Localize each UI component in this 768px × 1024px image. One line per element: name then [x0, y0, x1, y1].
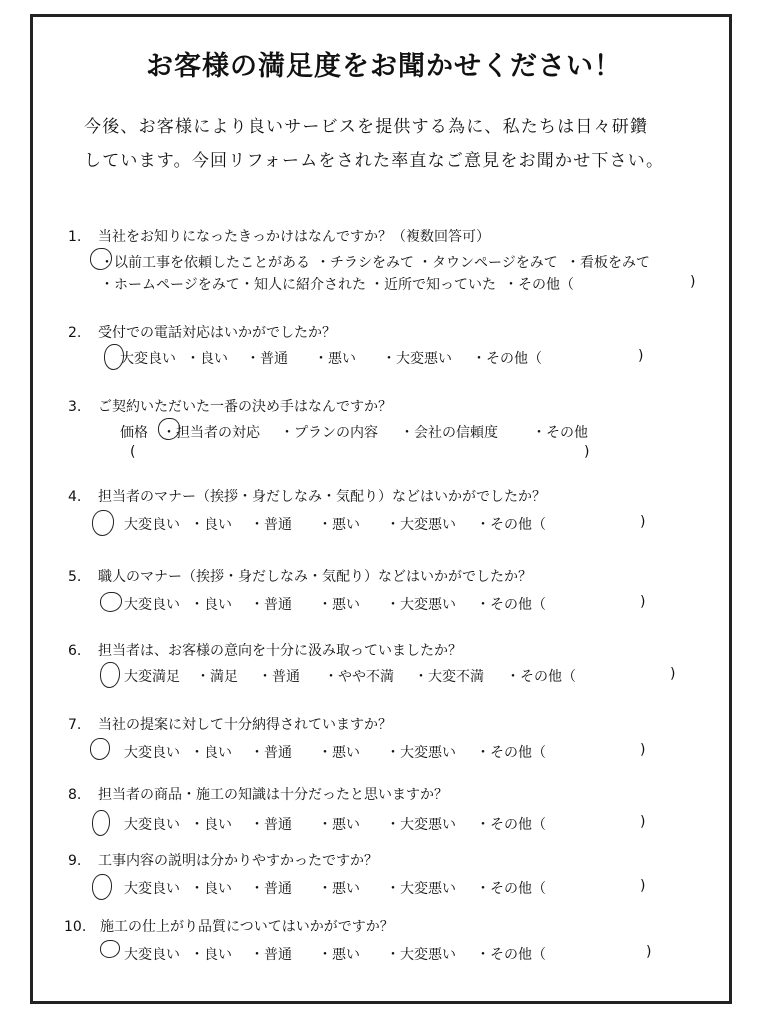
- option[interactable]: ・その他（: [476, 745, 546, 761]
- option[interactable]: ・知人に紹介された: [240, 277, 366, 293]
- option[interactable]: ・その他（: [476, 517, 546, 533]
- option[interactable]: ・悪い: [318, 817, 360, 833]
- option[interactable]: ・良い: [190, 947, 232, 963]
- question-number: 7.: [68, 717, 82, 733]
- question-text: 当社をお知りになったきっかけはなんですか？（複数回答可）: [98, 229, 490, 245]
- option[interactable]: ・大変悪い: [386, 517, 456, 533]
- option[interactable]: ・普通: [246, 351, 288, 367]
- paren-close: ): [640, 814, 646, 830]
- option[interactable]: 大変良い: [124, 745, 180, 761]
- option[interactable]: 大変良い: [124, 947, 180, 963]
- option[interactable]: ・ホームページをみて: [100, 277, 240, 293]
- question-number: 9.: [68, 853, 82, 869]
- question-number: 3.: [68, 399, 82, 415]
- option[interactable]: ・普通: [250, 517, 292, 533]
- option[interactable]: 大変良い: [124, 881, 180, 897]
- question-5: [68, 566, 532, 586]
- option[interactable]: 価格: [120, 425, 148, 441]
- question-text: 受付での電話対応はいかがでしたか？: [98, 325, 336, 341]
- paren-close: ): [646, 944, 652, 960]
- question-text: 工事内容の説明は分かりやすかったですか？: [98, 853, 378, 869]
- option[interactable]: ・看板をみて: [566, 255, 650, 271]
- intro-line-2: しています。今回リフォームをされた率直なご意見をお聞かせ下さい。: [84, 151, 665, 171]
- option[interactable]: ・悪い: [318, 947, 360, 963]
- option[interactable]: ・その他（: [504, 277, 574, 293]
- option[interactable]: ・良い: [190, 745, 232, 761]
- option[interactable]: 大変満足: [124, 669, 180, 685]
- question-number: 1.: [68, 229, 82, 245]
- option[interactable]: ・やや不満: [324, 669, 394, 685]
- paren-close: ): [640, 514, 646, 530]
- question-text: 担当者のマナー（挨拶・身だしなみ・気配り）などはいかがでしたか？: [98, 489, 546, 505]
- option[interactable]: ・大変不満: [414, 669, 484, 685]
- option[interactable]: ・大変悪い: [382, 351, 452, 367]
- question-1: [68, 226, 490, 246]
- option[interactable]: ・プランの内容: [280, 425, 378, 441]
- option[interactable]: ・悪い: [318, 517, 360, 533]
- option[interactable]: ・その他（: [476, 881, 546, 897]
- question-text: 当社の提案に対して十分納得されていますか？: [98, 717, 392, 733]
- option[interactable]: ・その他（: [506, 669, 576, 685]
- option[interactable]: ・チラシをみて: [316, 255, 414, 271]
- option[interactable]: ・良い: [190, 517, 232, 533]
- option[interactable]: ・以前工事を依頼したことがある: [100, 255, 310, 271]
- option[interactable]: ・悪い: [318, 597, 360, 613]
- option[interactable]: ・近所で知っていた: [370, 277, 496, 293]
- question-text: 担当者は、お客様の意向を十分に汲み取っていましたか？: [98, 643, 462, 659]
- paren-close: ): [640, 742, 646, 758]
- option[interactable]: ・良い: [190, 597, 232, 613]
- option[interactable]: ・普通: [250, 745, 292, 761]
- option[interactable]: ・大変悪い: [386, 947, 456, 963]
- question-7: [68, 714, 392, 734]
- paren-close: ): [640, 594, 646, 610]
- option[interactable]: ・悪い: [314, 351, 356, 367]
- paren-open: (: [130, 444, 136, 460]
- question-number: 4.: [68, 489, 82, 505]
- option[interactable]: ・普通: [250, 947, 292, 963]
- question-4: [68, 486, 546, 506]
- option[interactable]: ・タウンページをみて: [418, 255, 558, 271]
- option[interactable]: ・良い: [190, 881, 232, 897]
- option[interactable]: ・良い: [186, 351, 228, 367]
- question-10: [64, 916, 394, 936]
- question-number: 10.: [64, 919, 87, 935]
- option[interactable]: ・その他（: [476, 947, 546, 963]
- intro-line-1: 今後、お客様により良いサービスを提供する為に、私たちは日々研鑽: [84, 117, 649, 137]
- question-number: 8.: [68, 787, 82, 803]
- option[interactable]: ・その他（: [476, 817, 546, 833]
- question-text: ご契約いただいた一番の決め手はなんですか？: [98, 399, 392, 415]
- option[interactable]: ・悪い: [318, 745, 360, 761]
- option[interactable]: ・会社の信頼度: [400, 425, 498, 441]
- question-3: [68, 396, 392, 416]
- question-8: [68, 784, 448, 804]
- option[interactable]: ・担当者の対応: [162, 425, 260, 441]
- option[interactable]: ・普通: [250, 881, 292, 897]
- paren-close: ): [640, 878, 646, 894]
- option[interactable]: ・大変悪い: [386, 597, 456, 613]
- option[interactable]: ・大変悪い: [386, 817, 456, 833]
- option[interactable]: 大変良い: [124, 817, 180, 833]
- paren-close: ): [690, 274, 696, 290]
- option[interactable]: ・大変悪い: [386, 881, 456, 897]
- paren-close: ): [638, 348, 644, 364]
- option[interactable]: ・良い: [190, 817, 232, 833]
- option[interactable]: ・その他（: [476, 597, 546, 613]
- question-text: 担当者の商品・施工の知識は十分だったと思いますか？: [98, 787, 448, 803]
- option[interactable]: ・大変悪い: [386, 745, 456, 761]
- question-2: [68, 322, 336, 342]
- option[interactable]: ・満足: [196, 669, 238, 685]
- option[interactable]: ・その他: [532, 425, 588, 441]
- paren-close: ): [670, 666, 676, 682]
- question-text: 施工の仕上がり品質についてはいかがですか？: [100, 919, 394, 935]
- question-number: 5.: [68, 569, 82, 585]
- question-6: [68, 640, 462, 660]
- question-9: [68, 850, 378, 870]
- question-number: 2.: [68, 325, 82, 341]
- option[interactable]: 大変良い: [124, 517, 180, 533]
- paren-close: ): [584, 444, 590, 460]
- option[interactable]: ・普通: [258, 669, 300, 685]
- question-number: 6.: [68, 643, 82, 659]
- option[interactable]: ・その他（: [472, 351, 542, 367]
- option[interactable]: 大変良い: [124, 597, 180, 613]
- option[interactable]: ・悪い: [318, 881, 360, 897]
- option[interactable]: ・普通: [250, 597, 292, 613]
- option[interactable]: 大変良い: [120, 351, 176, 367]
- option[interactable]: ・普通: [250, 817, 292, 833]
- page-title: お客様の満足度をお聞かせください！: [146, 51, 622, 82]
- question-text: 職人のマナー（挨拶・身だしなみ・気配り）などはいかがでしたか？: [98, 569, 532, 585]
